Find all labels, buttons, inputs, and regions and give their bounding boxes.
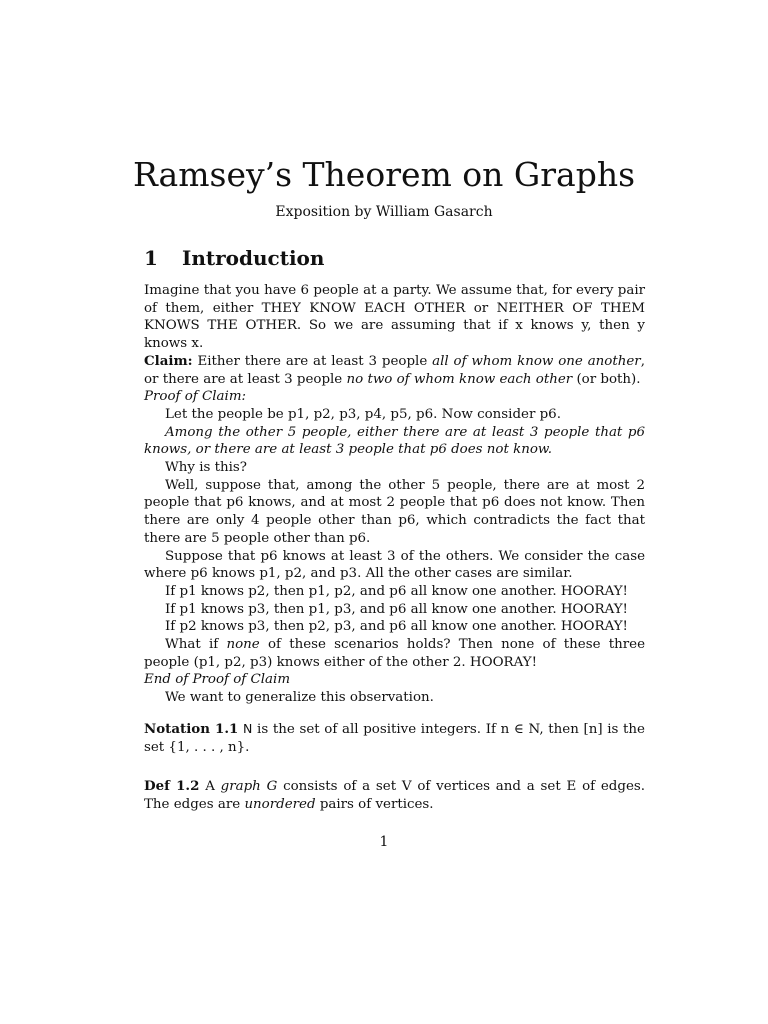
page-number: 1 (379, 834, 389, 850)
proof-case: If p2 knows p3, then p2, p3, and p6 all know one another. HOORAY! (165, 619, 628, 635)
notation-symbol: N (243, 720, 253, 736)
claim-emphasis: all of whom know one another (432, 353, 641, 369)
proof-case: If p1 knows p2, then p1, p2, and p6 all know one another. HOORAY! (165, 583, 628, 599)
proof-label: End of Proof of Claim (144, 672, 291, 688)
intro-paragraph: Imagine that you have 6 people at a party. We assume that, for every pair of them, either THEY KNOW EACH OTHER or NEITHER OF THEM KNOWS THE OTHER. So we are assuming that if x knows y, then y knows x. (144, 283, 645, 352)
proof-line: Suppose that p6 knows at least 3 of the others. We consider the case where p6 knows p1, p2, and p3. All the other cases are similar. (144, 548, 645, 582)
notation-paragraph (144, 720, 645, 756)
notation-label: Notation 1.1 (144, 720, 239, 737)
spacer (144, 707, 645, 720)
proof-case: If p1 knows p3, then p1, p3, and p6 all know one another. HOORAY! (165, 601, 628, 617)
notation-text: is the set of all positive integers. If n ∈ N, then [n] is the set {1, . . . , n}. (144, 721, 645, 755)
claim-text: Either there are at least 3 people (197, 353, 428, 369)
proof-text: of these scenarios holds? Then none of these three people (p1, p2, p3) knows either of the other 2. HOORAY! (144, 637, 645, 670)
paper-title: Ramsey’s Theorem on Graphs (132, 155, 636, 194)
proof-label: Proof of Claim: (144, 389, 247, 405)
claim-emphasis: no two of whom know each other (346, 371, 573, 387)
body-text (144, 282, 645, 814)
definition-paragraph (144, 778, 645, 813)
definition-text: consists of a set V of vertices and a set E of edges. The edges are (144, 779, 645, 812)
definition-label: Def 1.2 (144, 778, 200, 795)
claim-paragraph (144, 353, 645, 388)
claim-text: , or there are at least 3 people (144, 353, 645, 387)
proof-emphasis: none (226, 637, 260, 653)
claim-label: Claim: (144, 352, 193, 369)
proof-emphasis: Among the other 5 people, either there are at least 3 people that p6 knows, or there are at least 3 people that p6 does not know. (144, 424, 645, 458)
proof-text: What if (165, 637, 219, 653)
proof-line (144, 424, 645, 459)
proof-start (144, 388, 645, 406)
definition-emphasis: unordered (244, 796, 316, 812)
section-heading (144, 244, 324, 272)
proof-line: Why is this? (165, 460, 247, 476)
claim-text: (or both). (576, 371, 641, 387)
proof-end (144, 671, 645, 689)
definition-term: graph G (220, 779, 278, 795)
proof-line: Let the people be p1, p2, p3, p4, p5, p6. Now consider p6. (165, 406, 561, 422)
proof-line (144, 636, 645, 671)
proof-line: We want to generalize this observation. (165, 690, 434, 706)
section-number: 1 (144, 246, 158, 270)
spacer (144, 756, 645, 778)
section-title: Introduction (182, 246, 325, 270)
definition-text: A (205, 779, 215, 795)
definition-text: pairs of vertices. (319, 796, 434, 812)
author-line: Exposition by William Gasarch (275, 204, 493, 220)
proof-line: Well, suppose that, among the other 5 people, there are at most 2 people that p6 knows, and at most 2 people that p6 does not know. Then there are only 4 people other than p6, which contradicts the fact that there are 5 people other than p6. (144, 477, 645, 546)
